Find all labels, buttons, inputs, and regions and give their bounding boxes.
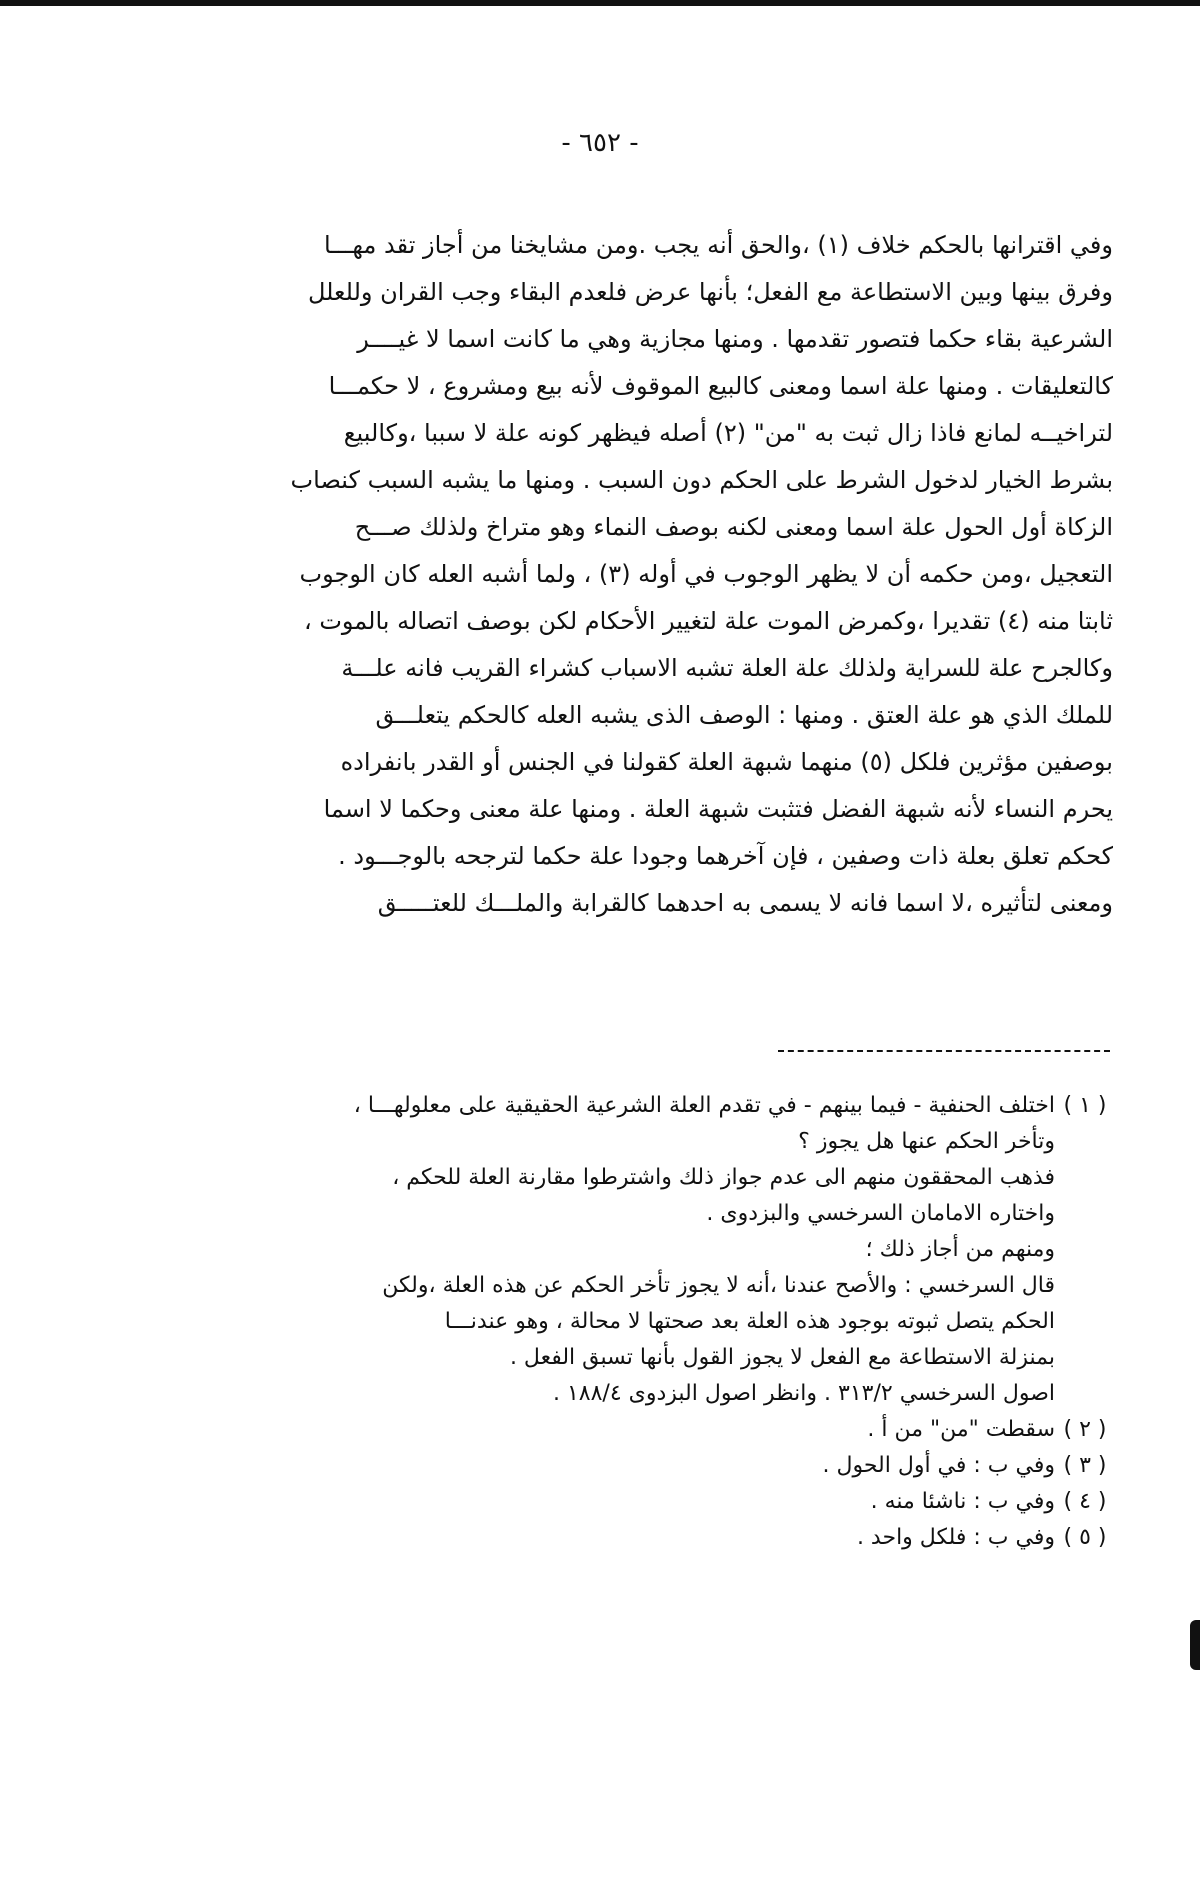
main-text-line: لتراخيــه لمانع فاذا زال ثبت به "من" (٢) أصله فيظهر كونه علة لا سببا ،وكالبيع xyxy=(343,419,1113,447)
footnote-text: فذهب المحققون منهم الى عدم جواز ذلك واشترطوا مقارنة العلة للحكم ، xyxy=(392,1165,1055,1190)
footnote-2 xyxy=(160,1412,1115,1448)
footnote-text: وفي ب : ناشئا منه . xyxy=(870,1489,1055,1514)
main-text-line: بوصفين مؤثرين فلكل (٥) منهما شبهة العلة كقولنا في الجنس أو القدر بانفراده xyxy=(340,748,1113,776)
main-text-line: يحرم النساء لأنه شبهة الفضل فتثبت شبهة العلة . ومنها علة معنى وحكما لا اسما xyxy=(323,795,1113,823)
main-text-line: ثابتا منه (٤) تقديرا ،وكمرض الموت علة لتغيير الأحكام لكن بوصف اتصاله بالموت ، xyxy=(303,607,1113,635)
footnotes xyxy=(160,1088,1115,1556)
footnote-number: ( ٤ ) xyxy=(1063,1489,1107,1514)
footnote-text: اصول السرخسي ٣١٣/٢ . وانظر اصول البزدوى ١٨٨/٤ . xyxy=(552,1381,1055,1406)
footnote-3 xyxy=(160,1448,1115,1484)
main-text-line: وكالجرح علة للسراية ولذلك علة العلة تشبه الاسباب كشراء القريب فانه علـــة xyxy=(341,654,1113,682)
footnote-number: ( ١ ) xyxy=(1063,1093,1107,1118)
footnote-text: سقطت "من" من أ . xyxy=(867,1417,1055,1442)
footnote-number: ( ٢ ) xyxy=(1063,1417,1107,1442)
scan-edge-mark xyxy=(1190,1620,1200,1670)
main-text-line: التعجيل ،ومن حكمه أن لا يظهر الوجوب في أوله (٣) ، ولما أشبه العله كان الوجوب xyxy=(299,560,1113,588)
main-text-line: وفي اقترانها بالحكم خلاف (١) ،والحق أنه يجب .ومن مشايخنا من أجاز تقد مهـــا xyxy=(324,231,1113,259)
footnote-5 xyxy=(160,1520,1115,1556)
footnote-text: ومنهم من أجاز ذلك ؛ xyxy=(865,1237,1055,1262)
footnote-text: وفي ب : فلكل واحد . xyxy=(856,1525,1055,1550)
footnote-text: وتأخر الحكم عنها هل يجوز ؟ xyxy=(798,1129,1055,1154)
footnote-number: ( ٥ ) xyxy=(1063,1525,1107,1550)
page-number: - ٦٥٢ - xyxy=(561,128,639,158)
main-text-line: الزكاة أول الحول علة اسما ومعنى لكنه بوصف النماء وهو متراخ ولذلك صـــح xyxy=(354,513,1113,541)
footnote-text: وفي ب : في أول الحول . xyxy=(822,1453,1055,1478)
footnote-text: بمنزلة الاستطاعة مع الفعل لا يجوز القول بأنها تسبق الفعل . xyxy=(509,1345,1055,1370)
main-text-line: كحكم تعلق بعلة ذات وصفين ، فإن آخرهما وجودا علة حكما لترجحه بالوجـــود . xyxy=(338,842,1113,870)
main-text-line: كالتعليقات . ومنها علة اسما ومعنى كالبيع الموقوف لأنه بيع ومشروع ، لا حكمـــا xyxy=(328,372,1113,400)
main-text xyxy=(178,222,1113,927)
footnote-4 xyxy=(160,1484,1115,1520)
main-text-line: بشرط الخيار لدخول الشرط على الحكم دون السبب . ومنها ما يشبه السبب كنصاب xyxy=(290,466,1113,494)
main-text-line: الشرعية بقاء حكما فتصور تقدمها . ومنها مجازية وهي ما كانت اسما لا غيــــر xyxy=(357,325,1113,353)
footnote-text: واختاره الامامان السرخسي والبزدوى . xyxy=(706,1201,1055,1226)
footnote-number: ( ٣ ) xyxy=(1063,1453,1107,1478)
footnote-1 xyxy=(160,1088,1115,1412)
main-text-line: ومعنى لتأثيره ،لا اسما فانه لا يسمى به احدهما كالقرابة والملـــك للعتـــــق xyxy=(377,889,1113,917)
main-text-line: للملك الذي هو علة العتق . ومنها : الوصف الذى يشبه العله كالحكم يتعلـــق xyxy=(375,701,1113,729)
footnote-text: الحكم يتصل ثبوته بوجود هذه العلة بعد صحتها لا محالة ، وهو عندنـــا xyxy=(444,1309,1055,1334)
footnote-text: اختلف الحنفية - فيما بينهم - في تقدم العلة الشرعية الحقيقية على معلولهـــا ، xyxy=(353,1093,1055,1118)
footnote-text: قال السرخسي : والأصح عندنا ،أنه لا يجوز تأخر الحكم عن هذه العلة ،ولكن xyxy=(382,1273,1055,1298)
footnote-separator xyxy=(778,1050,1110,1052)
main-text-line: وفرق بينها وبين الاستطاعة مع الفعل؛ بأنها عرض فلعدم البقاء وجب القران وللعلل xyxy=(307,278,1113,306)
top-border xyxy=(0,0,1200,6)
